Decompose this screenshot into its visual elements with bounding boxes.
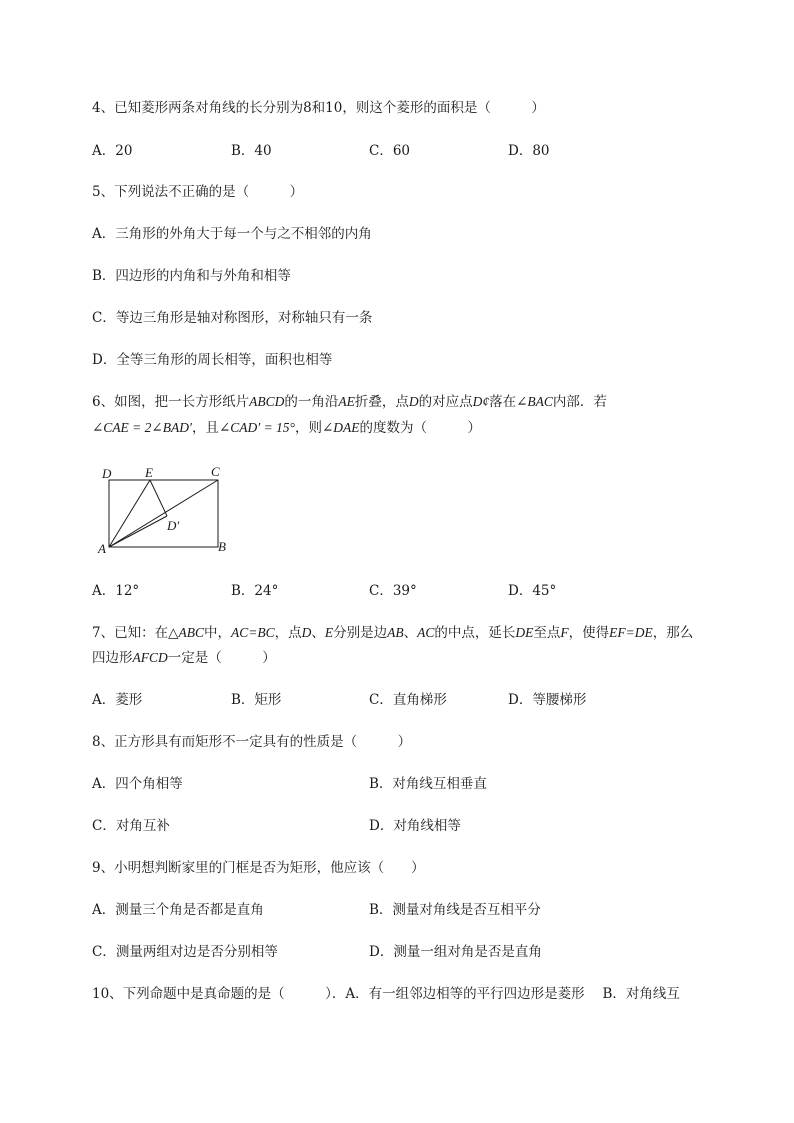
q6-var: ABCD <box>249 394 285 409</box>
q7-option-b: B．矩形 <box>231 692 282 708</box>
q7-var: DE <box>515 625 534 640</box>
q7-var: AFCD <box>132 650 168 665</box>
q7-text: ，点 <box>274 625 302 641</box>
q6-var: D¢ <box>472 394 490 409</box>
q7-var: AB <box>387 625 404 640</box>
q6-text: ，且 <box>191 420 219 436</box>
q7-option-c: C．直角梯形 <box>369 692 447 708</box>
q9-option-a: A．测量三个角是否都是直角 <box>92 902 264 918</box>
q7-text: 、 <box>403 625 418 641</box>
label-e: E <box>145 465 153 480</box>
q7-stem-line2 <box>92 648 276 668</box>
q4-option-c: C．60 <box>369 143 411 159</box>
q7-text: 至点 <box>533 625 561 641</box>
q7-stem-line1 <box>92 623 693 643</box>
q7-text: 7、已知：在△ <box>92 625 179 641</box>
q5-option-a: A．三角形的外角大于每一个与之不相邻的内角 <box>92 226 372 242</box>
q8-option-d: D．对角线相等 <box>369 818 461 834</box>
q6-text: 落在∠ <box>489 394 528 410</box>
q7-var: EF=DE <box>609 625 653 640</box>
fold-line-ae <box>109 480 150 547</box>
q6-var: DAE <box>333 420 360 435</box>
q6-text: 折叠，点 <box>354 394 409 410</box>
q7-text: 分别是边 <box>333 625 388 641</box>
q7-option-d: D．等腰梯形 <box>508 692 587 708</box>
q7-text: 的中点，延长 <box>434 625 516 641</box>
q7-var: AC=BC <box>230 625 275 640</box>
q6-var: D <box>408 394 419 409</box>
q4-option-a: A．20 <box>92 143 133 159</box>
q9-option-d: D．测量一组对角是否是直角 <box>369 944 542 960</box>
q7-var: D <box>301 625 312 640</box>
q7-var: AC <box>417 625 435 640</box>
q9-option-b: B．测量对角线是否互相平分 <box>369 902 541 918</box>
q9-stem: 9、小明想判断家里的门框是否为矩形，他应该（ ） <box>92 860 425 876</box>
q7-text: 中， <box>203 625 231 641</box>
q6-formula: ∠CAD′ = 15° <box>218 420 295 435</box>
q6-option-c: C．39° <box>369 583 417 599</box>
q4-stem: 4、已知菱形两条对角线的长分别为8和10，则这个菱形的面积是（ ） <box>92 100 545 116</box>
q6-text: 的度数为（ ） <box>359 420 482 436</box>
q6-stem-line2 <box>92 418 481 438</box>
label-c: C <box>211 464 220 479</box>
q6-figure <box>95 460 245 560</box>
q5-option-d: D．全等三角形的周长相等，面积也相等 <box>92 352 333 368</box>
q7-var: ABC <box>178 625 204 640</box>
diagonal-ac <box>109 480 218 547</box>
q6-option-a: A．12° <box>92 583 140 599</box>
q5-option-b: B．四边形的内角和与外角和相等 <box>92 268 291 284</box>
q8-stem: 8、正方形具有而矩形不一定具有的性质是（ ） <box>92 734 412 750</box>
q7-text: 、 <box>311 625 325 641</box>
q5-option-c: C．等边三角形是轴对称图形，对称轴只有一条 <box>92 310 373 326</box>
label-d: D <box>102 466 112 481</box>
label-d-prime: D′ <box>167 518 180 533</box>
q5-stem: 5、下列说法不正确的是（ ） <box>92 184 304 200</box>
q6-option-b: B．24° <box>231 583 279 599</box>
q10-stem: 10、下列命题中是真命题的是（ ）．A．有一组邻边相等的平行四边形是菱形 B．对角线互 <box>92 986 680 1002</box>
q7-option-a: A．菱形 <box>92 692 143 708</box>
q9-option-c: C．测量两组对边是否分别相等 <box>92 944 278 960</box>
q8-option-b: B．对角线互相垂直 <box>369 776 487 792</box>
q6-text: ，则∠ <box>294 420 334 436</box>
q6-option-d: D．45° <box>508 583 557 599</box>
q6-text: 6、如图，把一长方形纸片 <box>92 394 250 410</box>
q8-option-c: C．对角互补 <box>92 818 170 834</box>
q4-option-b: B．40 <box>231 143 272 159</box>
q6-text: 的一角沿 <box>284 394 339 410</box>
segment-ad <box>109 516 167 547</box>
q7-text: ，使得 <box>568 625 610 641</box>
q6-formula: ∠CAE = 2∠BAD′ <box>92 420 192 435</box>
q7-var: F <box>560 625 569 640</box>
q6-var: AE <box>338 394 355 409</box>
q6-text: 的对应点 <box>418 394 473 410</box>
q7-text: ，那么 <box>652 625 694 641</box>
q4-option-d: D．80 <box>508 143 550 159</box>
q7-text: 一定是（ ） <box>167 650 276 666</box>
q7-text: 四边形 <box>92 650 133 666</box>
label-b: B <box>218 539 226 554</box>
q6-var: BAC <box>527 394 553 409</box>
q7-var: E <box>324 625 334 640</box>
label-a: A <box>98 541 106 556</box>
q6-stem-line1 <box>92 392 607 412</box>
segment-ed <box>150 480 167 516</box>
q6-text: 内部．若 <box>552 394 607 410</box>
q8-option-a: A．四个角相等 <box>92 776 183 792</box>
